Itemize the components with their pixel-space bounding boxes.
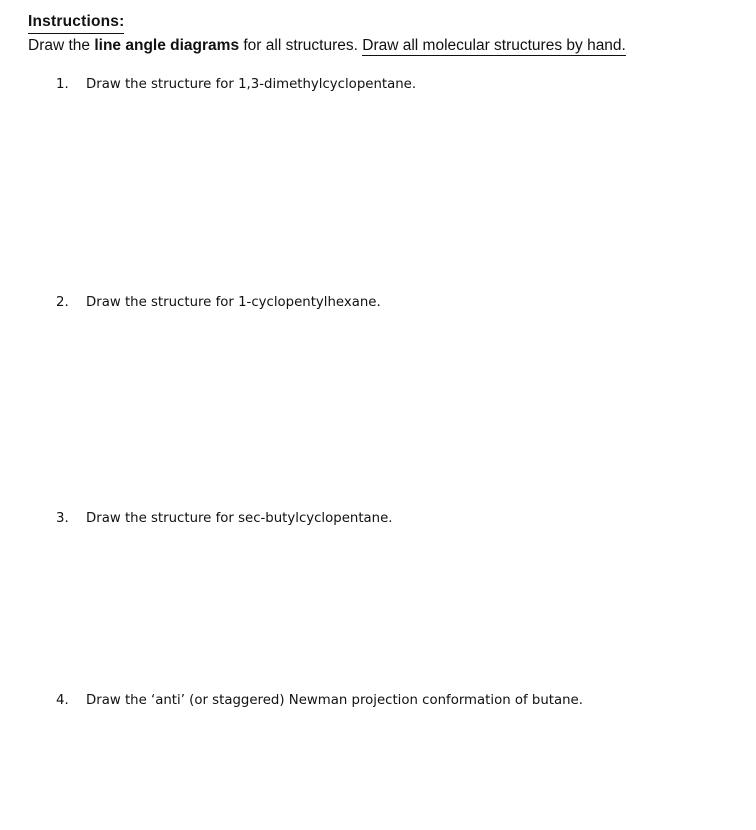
question-number: 3. (56, 511, 69, 526)
question-4 (56, 692, 583, 710)
question-number: 1. (56, 77, 69, 92)
answer-space-1 (56, 100, 716, 290)
question-text: Draw the structure for sec-butylcyclopentane. (86, 511, 393, 526)
instructions-text (28, 36, 626, 56)
question-text: Draw the structure for 1-cyclopentylhexane. (86, 295, 381, 310)
question-text: Draw the structure for 1,3-dimethylcyclopentane. (86, 77, 417, 92)
instructions-middle: for all structures. (239, 37, 363, 54)
question-3 (56, 510, 393, 528)
question-2 (56, 294, 381, 312)
answer-space-4 (56, 716, 716, 826)
instructions-heading: Instructions: (28, 12, 124, 34)
question-number: 2. (56, 295, 69, 310)
answer-space-2 (56, 318, 716, 508)
instructions-underlined-phrase: Draw all molecular structures by hand. (362, 37, 626, 54)
question-text: Draw the ‘anti’ (or staggered) Newman projection conformation of butane. (86, 693, 583, 708)
answer-space-3 (56, 534, 716, 684)
question-1 (56, 76, 416, 94)
instructions-prefix: Draw the (28, 37, 95, 54)
question-number: 4. (56, 693, 69, 708)
instructions-bold-phrase: line angle diagrams (94, 37, 240, 54)
